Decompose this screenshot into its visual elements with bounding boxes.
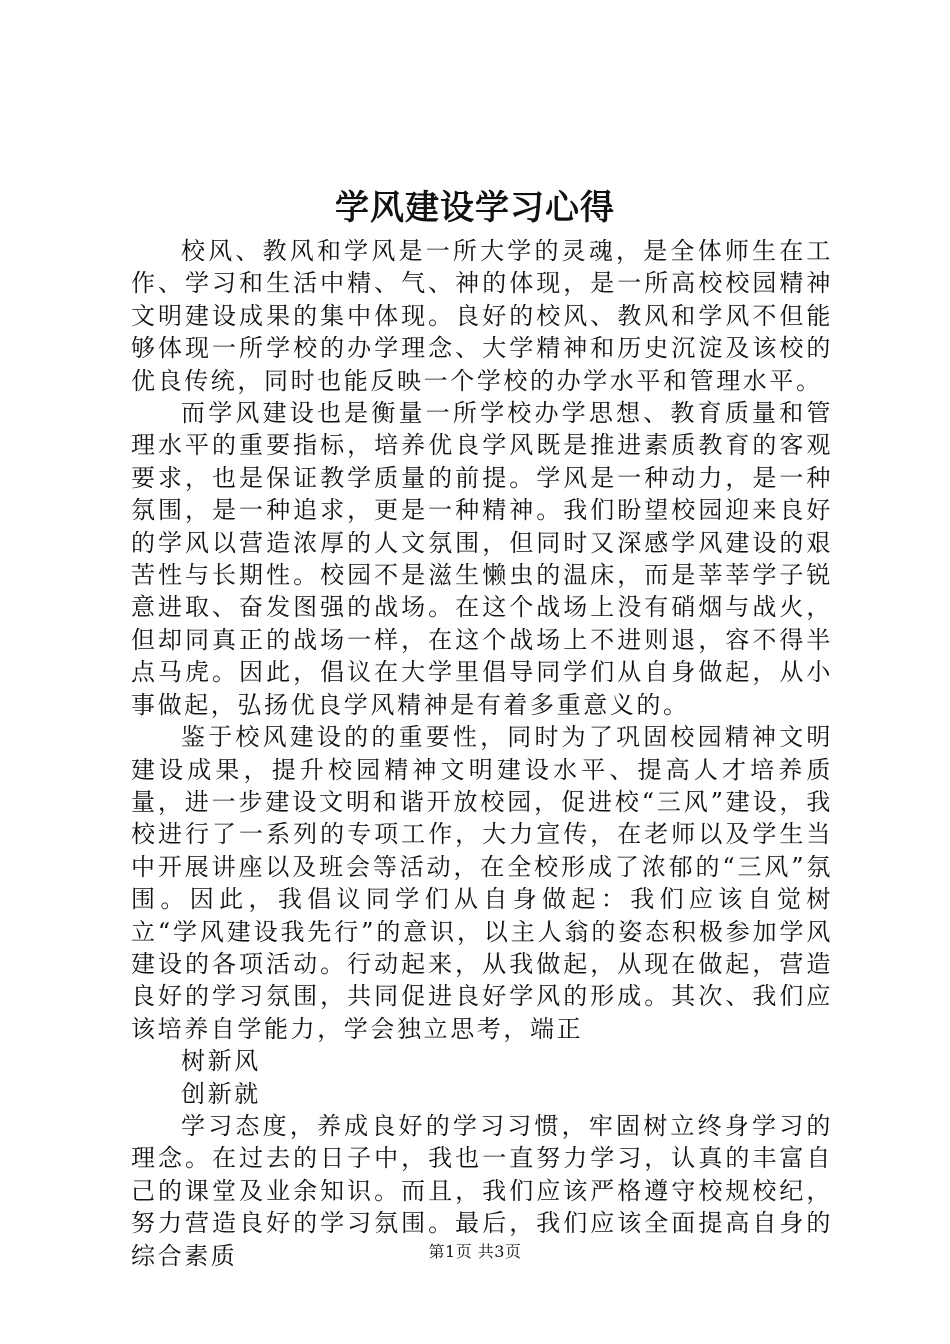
paragraph-4: 树新风 (181, 1047, 261, 1076)
paragraph-1: 校风、教风和学风是一所大学的灵魂，是全体师生在工作、学习和生活中精、气、神的体现，是一所高校校园精神文明建设成果的集中体现。良好的校风、教风和学风不但能够体现一所学校的办学理念、大学精神和历史沉淀及该校的优良传统，同时也能反映一个学校的办学水平和管理水平。 (131, 237, 833, 395)
paragraph-6: 学习态度，养成良好的学习习惯，牢固树立终身学习的理念。在过去的日子中，我也一直努力学习，认真的丰富自己的课堂及业余知识。而且，我们应该严格遵守校规校纪，努力营造良好的学习氛围。最后，我们应该全面提高自身的综合素质 (131, 1111, 833, 1270)
page-footer: 第1页 共3页 (428, 1242, 522, 1261)
paragraph-2: 而学风建设也是衡量一所学校办学思想、教育质量和管理水平的重要指标，培养优良学风既是推进素质教育的客观要求，也是保证教学质量的前提。学风是一种动力，是一种氛围，是一种追求，更是一种精神。我们盼望校园迎来良好的学风以营造浓厚的人文氛围，但同时又深感学风建设的艰苦性与长期性。校园不是滋生懒虫的温床，而是莘莘学子锐意进取、奋发图强的战场。在这个战场上没有硝烟与战火，但却同真正的战场一样，在这个战场上不进则退，容不得半点马虎。因此，倡议在大学里倡导同学们从自身做起，从小事做起，弘扬优良学风精神是有着多重意义的。 (131, 399, 833, 719)
document-body (131, 235, 833, 1272)
paragraph-5: 创新就 (181, 1079, 261, 1108)
document-title: 学风建设学习心得 (335, 188, 615, 228)
paragraph-3: 鉴于校风建设的的重要性，同时为了巩固校园精神文明建设成果，提升校园精神文明建设水平、提高人才培养质量，进一步建设文明和谐开放校园，促进校“三风”建设，我校进行了一系列的专项工作，大力宣传，在老师以及学生当中开展讲座以及班会等活动，在全校形成了浓郁的“三风”氛围。因此，我倡议同学们从自身做起：我们应该自觉树立“学风建设我先行”的意识，以主人翁的姿态积极参加学风建设的各项活动。行动起来，从我做起，从现在做起，营造良好的学习氛围，共同促进良好学风的形成。其次、我们应该培养自学能力，学会独立思考，端正 (131, 723, 833, 1043)
